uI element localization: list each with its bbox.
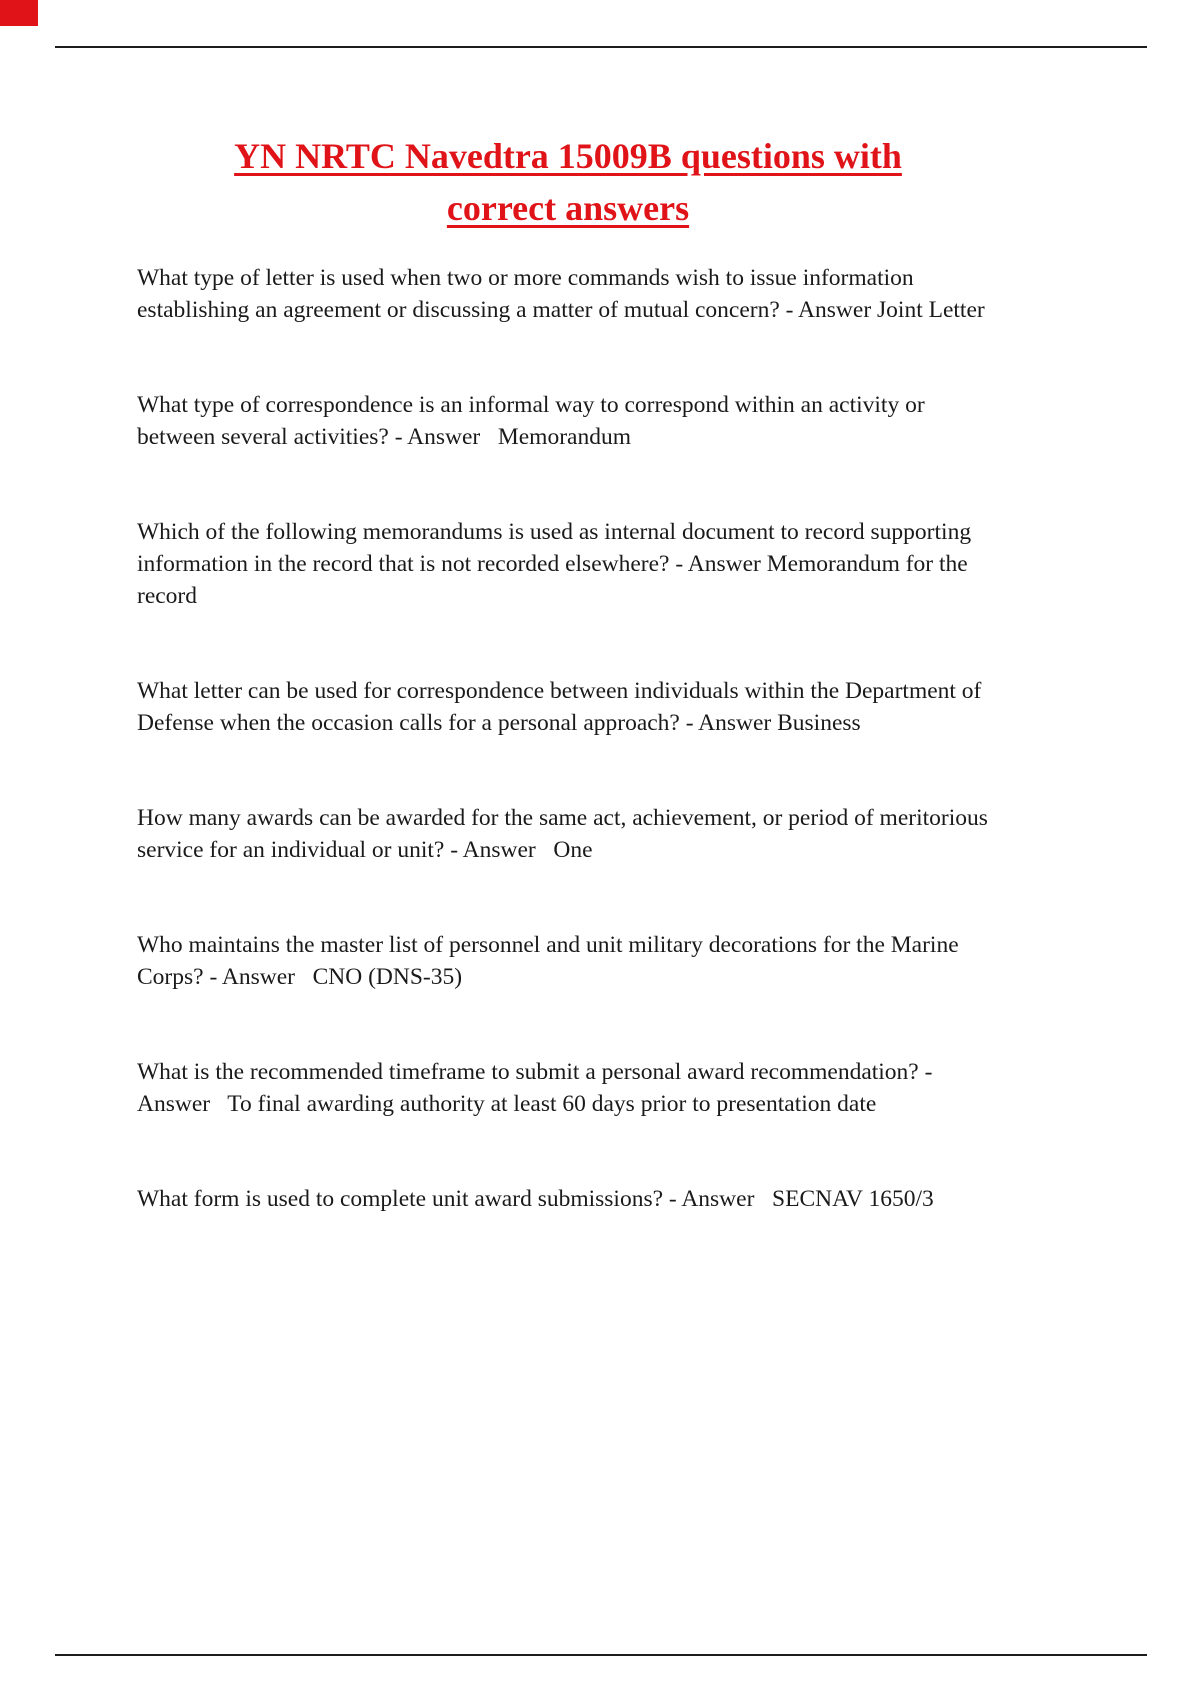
qa-item: What type of letter is used when two or more commands wish to issue information establishing an agreement or discussing a matter of mutual concern? - Answer Joint Letter bbox=[137, 265, 985, 323]
qa-item: Who maintains the master list of personnel and unit military decorations for the Marine Corps? - Answer CNO (DNS-35) bbox=[137, 932, 965, 990]
document-content bbox=[137, 0, 999, 1278]
qa-item: How many awards can be awarded for the same act, achievement, or period of meritorious service for an individual or unit? - Answer One bbox=[137, 805, 994, 863]
question-answer-list bbox=[137, 262, 999, 1215]
qa-item: What type of correspondence is an informal way to correspond within an activity or between several activities? - Answer Memorandum bbox=[137, 392, 931, 450]
page-title-line-2: correct answers bbox=[446, 188, 690, 228]
qa-item: What form is used to complete unit award submissions? - Answer SECNAV 1650/3 bbox=[137, 1186, 934, 1212]
page-corner-mark bbox=[0, 0, 38, 26]
bottom-horizontal-rule bbox=[55, 1654, 1147, 1656]
page-title-line-1: YN NRTC Navedtra 15009B questions with bbox=[234, 136, 902, 176]
qa-item: What is the recommended timeframe to submit a personal award recommendation? - Answer To final awarding authority at least 60 days prior to presentation date bbox=[137, 1059, 938, 1117]
qa-item: What letter can be used for correspondence between individuals within the Department of Defense when the occasion calls for a personal approach? - Answer Business bbox=[137, 678, 988, 736]
page-title bbox=[137, 130, 999, 234]
qa-item: Which of the following memorandums is used as internal document to record supporting information in the record that is not recorded elsewhere? - Answer Memorandum for the record bbox=[137, 519, 977, 609]
